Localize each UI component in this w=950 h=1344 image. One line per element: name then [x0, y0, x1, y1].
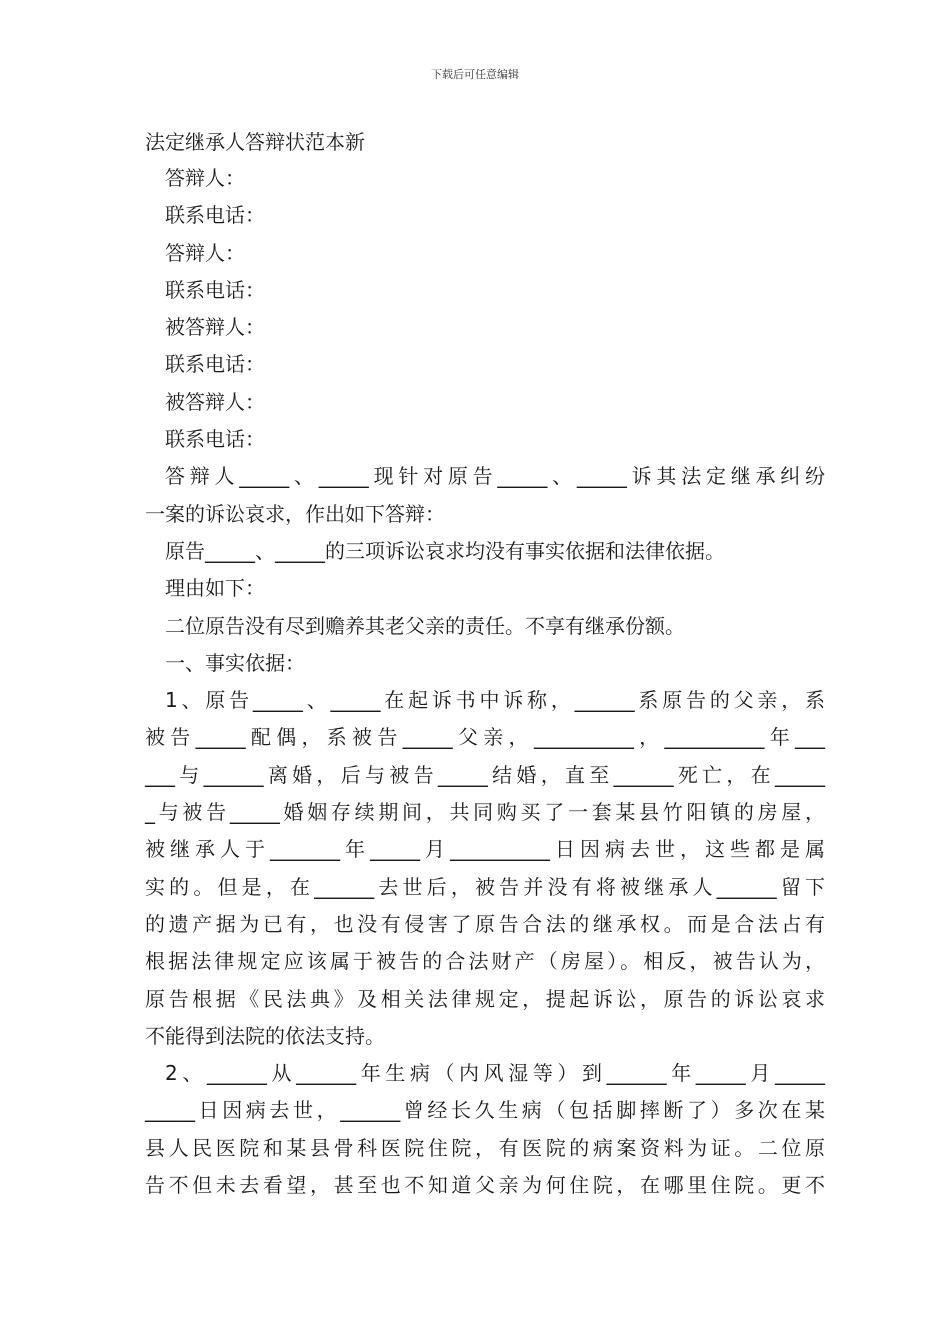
text-line: 县人民医院和某县骨科医院住院，有医院的病案资料为证。二位原	[145, 1135, 825, 1160]
text-line: 被答辩人：	[165, 315, 265, 340]
text-line: 理由如下：	[165, 576, 265, 601]
text-line: 答辩人：	[165, 240, 245, 265]
text-line: 根据法律规定应该属于被告的合法财产（房屋）。相反，被告认为，	[145, 949, 825, 974]
text-line: 告不但未去看望，甚至也不知道父亲为何住院，在哪里住院。更不	[145, 1173, 825, 1198]
text-line: 答辩人：	[165, 166, 245, 190]
document-title: 法定继承人答辩状范本新	[145, 130, 365, 154]
text-line: 联系电话：	[165, 277, 265, 302]
text-line: 被继承人于_______年_____月__________日因病去世，这些都是属	[145, 837, 825, 862]
text-line: 实的。但是，在______去世后，被告并没有将被继承人______留下	[145, 874, 825, 899]
text-line: 被告_____配偶，系被告_____父亲，__________，__________年___	[145, 725, 825, 750]
text-line: 一、事实依据：	[165, 650, 305, 675]
text-line: 一案的诉讼哀求，作出如下答辩：	[145, 501, 445, 526]
page-header: 下载后可任意编辑	[431, 68, 519, 81]
text-line: 1、原告_____、_____在起诉书中诉称，______系原告的父亲，系	[165, 688, 825, 713]
text-line: 的遗产据为已有，也没有侵害了原告合法的继承权。而是合法占有	[145, 911, 825, 936]
text-line: ___与______离婚，后与被告_____结婚，直至______死亡，在_____	[145, 762, 825, 787]
text-line: 答辩人_____、_____现针对原告_____、_____诉其法定继承纠纷	[165, 464, 825, 489]
text-line: 不能得到法院的依法支持。	[145, 1023, 385, 1048]
text-line: _与被告_____婚姻存续期间，共同购买了一套某县竹阳镇的房屋，	[145, 800, 825, 825]
text-line: _____日因病去世，______曾经长久生病（包括脚摔断了）多次在某	[145, 1098, 825, 1123]
document-body	[145, 124, 825, 1204]
document-lines	[145, 160, 825, 1204]
text-line: 二位原告没有尽到赡养其老父亲的责任。不享有继承份额。	[165, 613, 685, 638]
text-line: 联系电话：	[165, 427, 265, 452]
text-line: 原告_____、_____的三项诉讼哀求均没有事实依据和法律依据。	[165, 538, 725, 563]
text-line: 2、______从______年生病（内风湿等）到______年_____月_____	[165, 1061, 825, 1086]
text-line: 原告根据《民法典》及相关法律规定，提起诉讼，原告的诉讼哀求	[145, 986, 825, 1011]
text-line: 被答辩人：	[165, 389, 265, 414]
text-line: 联系电话：	[165, 352, 265, 377]
text-line: 联系电话：	[165, 203, 265, 228]
